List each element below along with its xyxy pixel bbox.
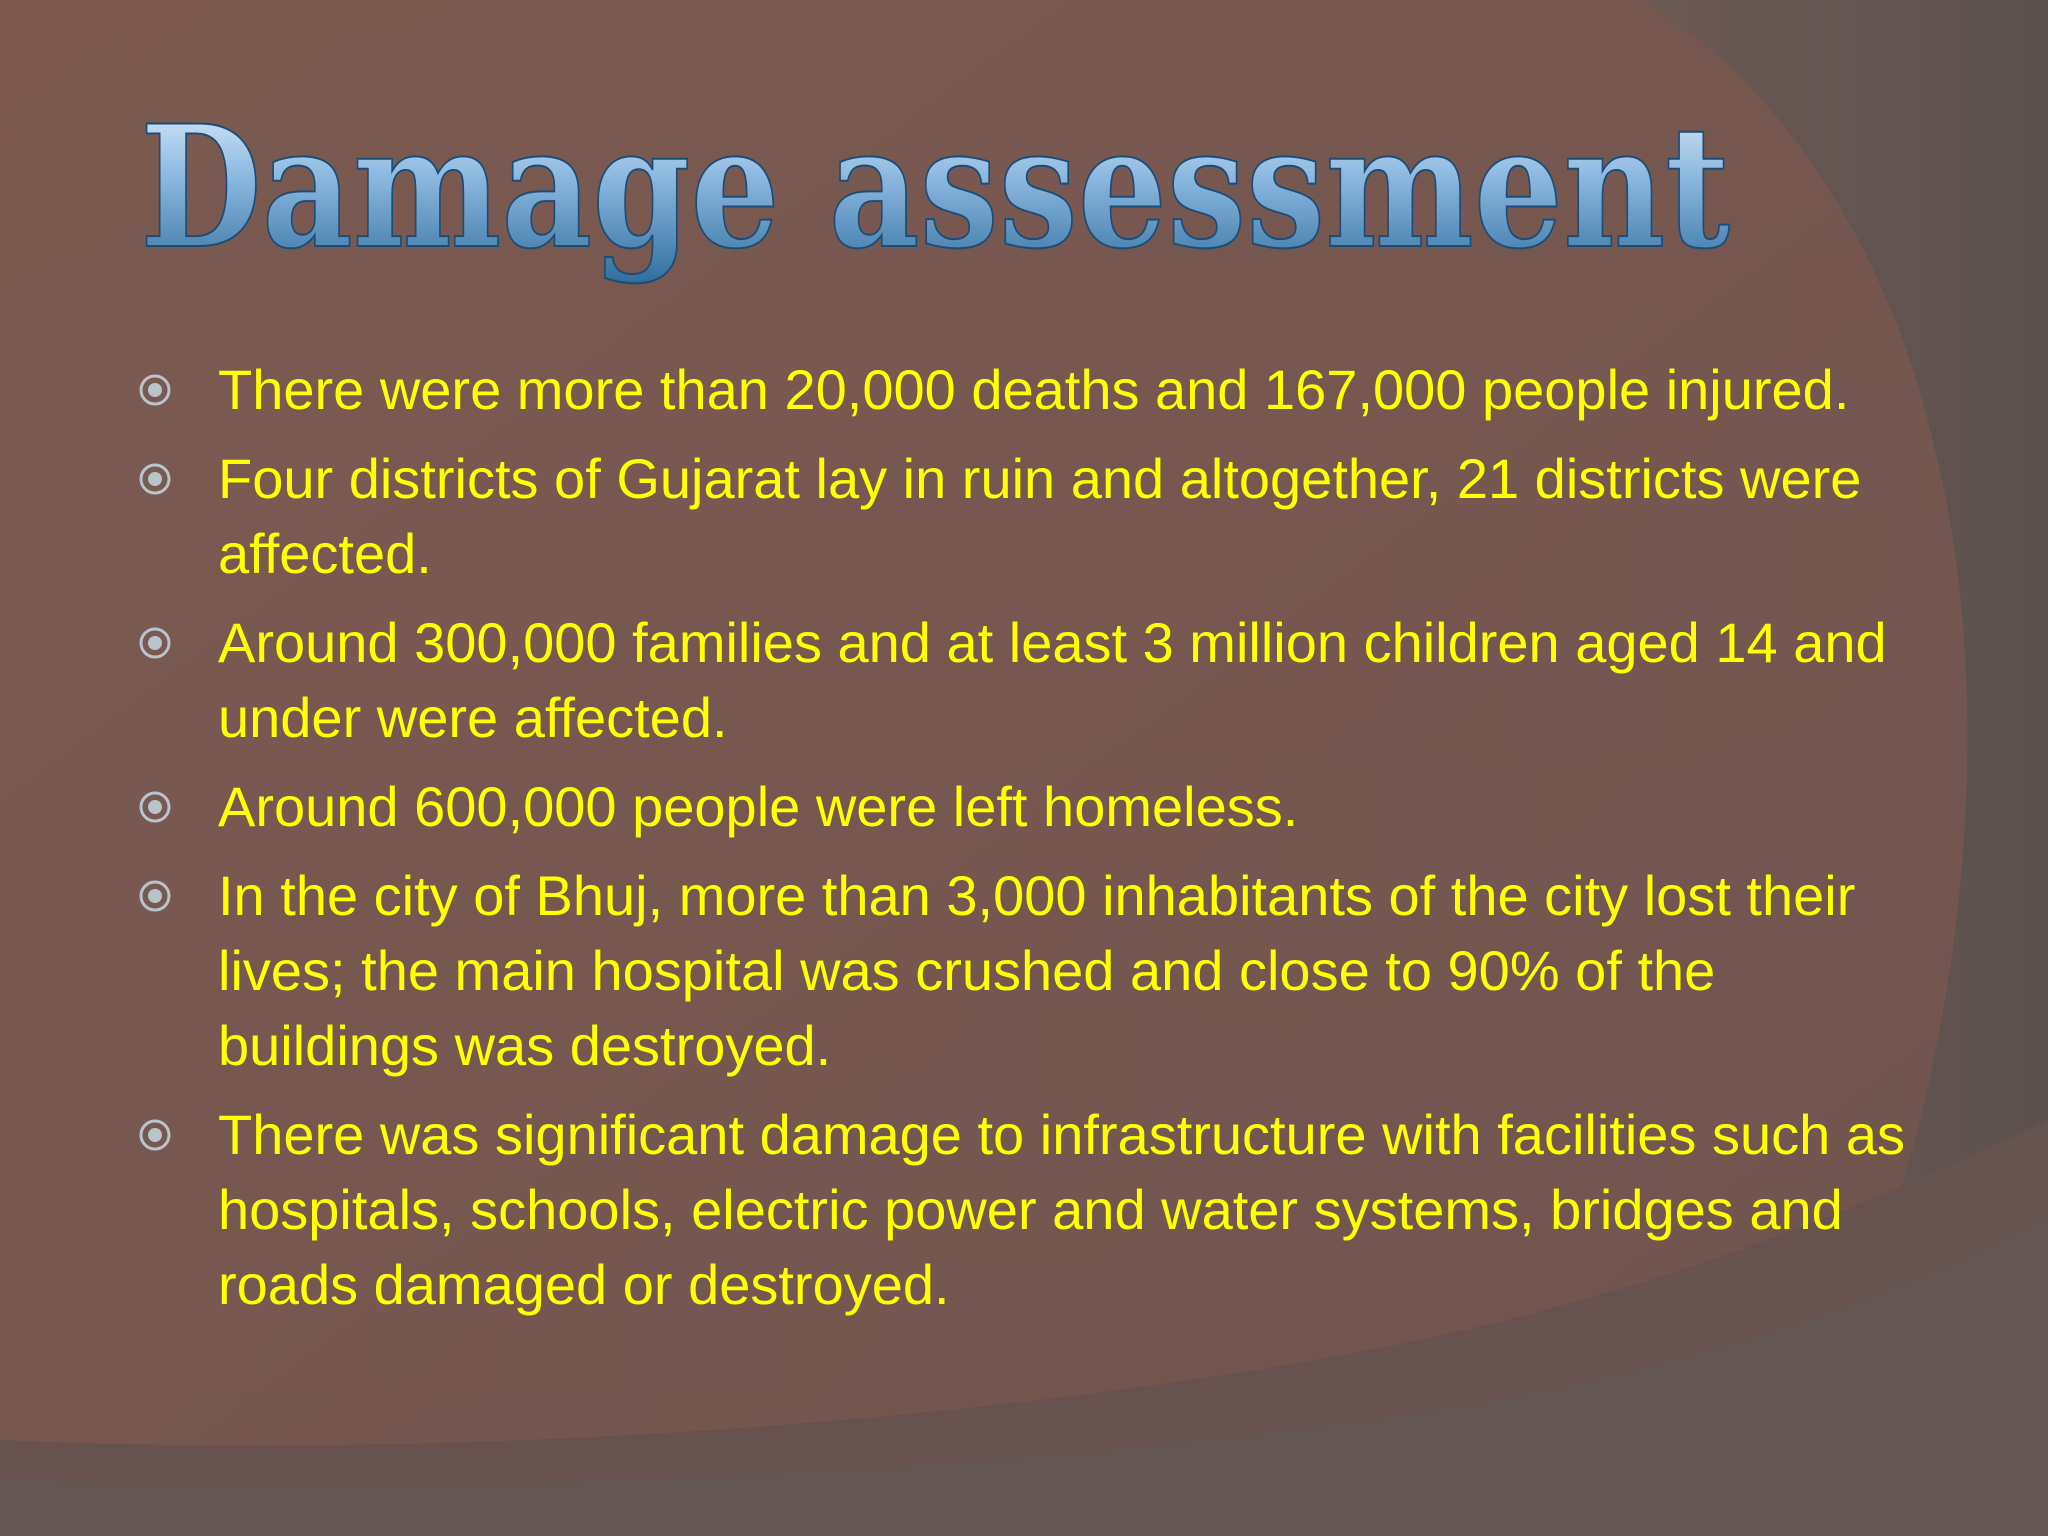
bullet-text: Four districts of Gujarat lay in ruin and altogether, 21 districts were affected. [218, 447, 1862, 585]
target-circle-icon [138, 626, 172, 660]
bullet-text: There were more than 20,000 deaths and 167,000 people injured. [218, 358, 1850, 421]
title-text: Damage assessment [140, 88, 1730, 286]
bullet-item [128, 769, 1928, 844]
bullet-text: Around 300,000 families and at least 3 million children aged 14 and under were affected. [218, 611, 1887, 749]
title-wordart [140, 78, 1840, 298]
slide-title [140, 78, 1840, 298]
target-circle-icon [138, 462, 172, 496]
target-circle-icon [138, 1118, 172, 1152]
bullet-text: Around 600,000 people were left homeless. [218, 775, 1299, 838]
bullet-item [128, 605, 1928, 755]
bullet-text: There was significant damage to infrastructure with facilities such as hospitals, schools, electric power and water systems, bridges and roads damaged or destroyed. [218, 1103, 1905, 1316]
bullet-item [128, 858, 1928, 1083]
bullet-item [128, 352, 1928, 427]
bullet-item [128, 441, 1928, 591]
target-circle-icon [138, 373, 172, 407]
target-circle-icon [138, 790, 172, 824]
bullet-item [128, 1097, 1928, 1322]
bullet-list [128, 352, 1928, 1336]
target-circle-icon [138, 879, 172, 913]
bullet-text: In the city of Bhuj, more than 3,000 inhabitants of the city lost their lives; the main hospital was crushed and close to 90% of the buildings was destroyed. [218, 864, 1856, 1077]
